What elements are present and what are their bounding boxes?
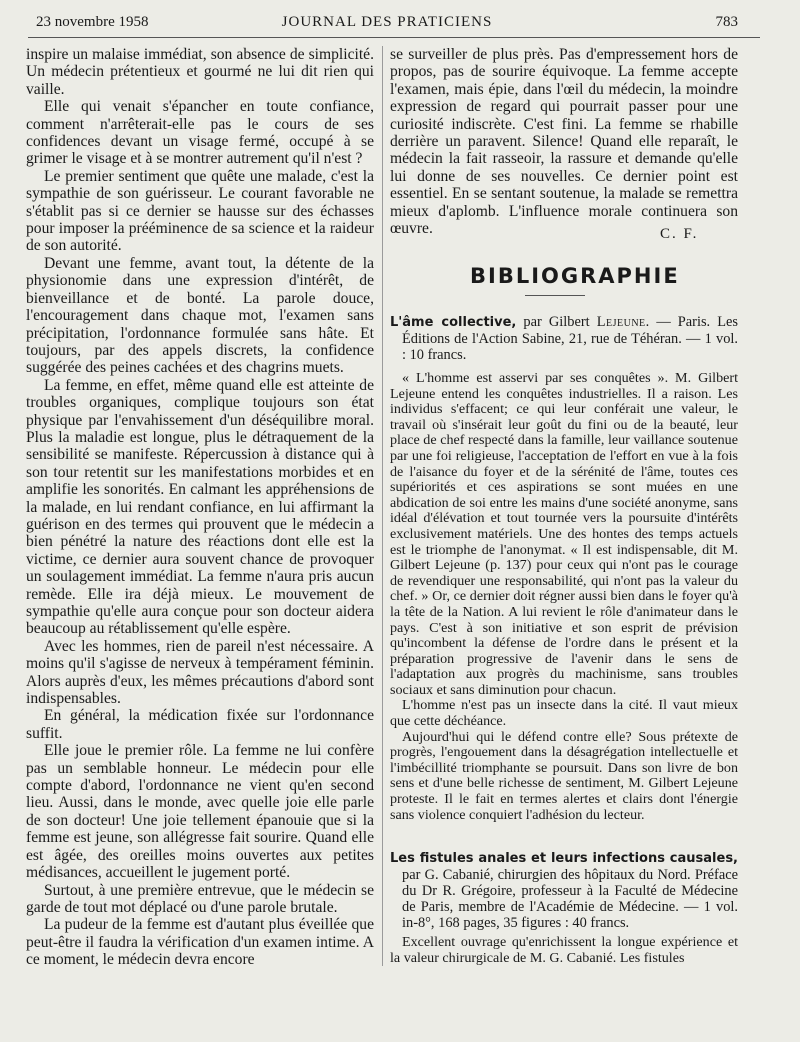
- review-paragraph: « L'homme est asservi par ses conquêtes ». M. Gilbert Lejeune entend les conquêtes industrielles. Il a raison. Les individus s'effacent; ce qui leur conférait une valeur, le travail où s'insérait leur goût du fini ou de la beauté, leur place de chef respecté dans la famille, leur vaillance soutenue par une foi religieuse, l'acceptation de l'effort en vue à la fois de l'aisance du foyer et de la sérénité de l'âme, toutes ces supériorités et ces aspirations se sont muées en une abdication de soi entre les mains d'une société anonyme, sans idéal d'élévation et tout tournée vers la poursuite d'intérêts exclusivement matériels. Une des hontes des temps actuels est le triomphe de l'anonymat. « Il est indispensable, dit M. Gilbert Lejeune (p. 137) pour ceux qui n'ont pas le courage de revendiquer une responsabilité, qui n'ont pas la valeur du chef. » Or, ce dernier doit régner aussi bien dans le foyer qu'à la tête de la Nation. A lui revient le rôle d'animateur dans le pays. C'est à son initiative et son esprit de prévision qu'incombent la défense de l'ordre dans le présent et la préparation progressive de l'avenir dans le sens de l'adaptation aux progrès du machinisme, sans troubles sociaux et sans diminution pour chacun.: [390, 370, 738, 698]
- page-number: 783: [715, 14, 738, 30]
- issue-date: 23 novembre 1958: [36, 14, 149, 30]
- author-signature: C. F.: [660, 226, 699, 242]
- entry-citation: [390, 850, 738, 931]
- journal-title: JOURNAL DES PRATICIENS: [281, 14, 493, 30]
- paragraph: Le premier sentiment que quête une malade, c'est la sympathie de son guérisseur. Le courant favorable ne s'établit pas si ce dernier se hausse sur des échasses pour imposer la prééminence de sa science et la raideur de son autorité.: [26, 167, 374, 255]
- paragraph: Surtout, à une première entrevue, que le médecin se garde de tout mot déplacé ou d'une parole brutale.: [26, 881, 374, 916]
- entry-citation: [390, 314, 738, 363]
- book-title: Les fistules anales et leurs infections causales,: [390, 851, 738, 866]
- review-paragraph: Aujourd'hui qui le défend contre elle? Sous prétexte de progrès, l'engouement dans la désagrégation intellectuelle et l'imbécillité triomphante se poursuit. Dans son livre de bon sens et d'une belle richesse de sentiment, M. Gilbert Lejeune proteste. Il le fait en termes alertes et clairs dont l'énergie sans violence conquiert l'adhésion du lecteur.: [390, 728, 738, 823]
- bibliography-entry-1: [390, 314, 738, 823]
- paragraph: Avec les hommes, rien de pareil n'est nécessaire. A moins qu'il s'agisse de nerveux à tempérament féminin. Alors auprès d'eux, les mêmes précautions d'abord sont indispensables.: [26, 637, 374, 708]
- paragraph: Elle joue le premier rôle. La femme ne lui confère pas un semblable honneur. Le médecin pour elle compte d'abord, l'ordonnance ne vient qu'en second lieu. Aussi, dans le monde, avec quelle joie elle parle de son docteur! Une joie tellement épanouie que si la femme est jeune, son allégresse fait sourire. Quand elle est âgée, des oreilles moins ouvertes aux petites médisances, accueillent le jugement porté.: [26, 742, 374, 882]
- paragraph: se surveiller de plus près. Pas d'empressement hors de propos, pas de sourire équivoque. La femme accepte l'examen, mais épie, dans l'œil du médecin, la moindre expression de regard qui pourrait passer pour une curiosité indiscrète. C'est fini. La femme se rhabille derrière un paravent. Silence! Quand elle reparaît, le médecin la fait rasseoir, la rassure et demande qu'elle lui donne de ses nouvelles. Ce dernier point est essentiel. En se sentant soutenue, la malade se remettra mieux d'aplomb. L'influence morale continuera son œuvre.: [390, 46, 738, 238]
- header-rule: [28, 37, 760, 38]
- citation-by: par Gilbert: [516, 314, 597, 330]
- paragraph: inspire un malaise immédiat, son absence de simplicité. Un médecin prétentieux et gourmé ne lui dit rien qui vaille.: [26, 46, 374, 98]
- column-divider: [382, 46, 383, 966]
- paragraph: La femme, en effet, même quand elle est atteinte de troubles organiques, complique toujours son état physique par l'envahissement d'un déséquilibre moral. Plus la maladie est longue, plus le détraquement de la sensibilité se manifeste. Répercussion à distance qui à son tour retentit sur les manifestations morbides et en amplifie les sonorités. En calmant les appréhensions de la malade, en lui rendant confiance, en lui affirmant la guérison en des termes qui prouvent que le médecin a bien pénétré la nature des réactions dont elle est la victime, ce dernier aura souvent chance de provoquer un soulagement immédiat. La femme n'aura pris aucun remède. Elle ira déjà mieux. Le mouvement de sympathie qu'elle aura conçue pour son docteur aidera beaucoup au rétablissement qu'elle espère.: [26, 376, 374, 638]
- bibliography-entry-2: [390, 850, 738, 966]
- right-column-article-end: [390, 46, 738, 237]
- paragraph: Elle qui venait s'épancher en toute confiance, comment n'arrêterait-elle pas le cours de ses confidences devant un visage fermé, occupé à se grimer le visage et à se montrer autrement qu'il n'est ?: [26, 98, 374, 168]
- paragraph: La pudeur de la femme est d'autant plus éveillée que peut-être il faudra la vérification d'un examen intime. A ce moment, le médecin devra encore: [26, 916, 374, 969]
- review-paragraph: L'homme n'est pas un insecte dans la cité. Il vaut mieux que cette déchéance.: [390, 697, 738, 730]
- book-title: L'âme collective,: [390, 315, 517, 330]
- running-header: [36, 14, 738, 36]
- review-paragraph: Excellent ouvrage qu'enrichissent la longue expérience et la valeur chirurgicale de M. G. Cabanié. Les fistules: [390, 934, 738, 966]
- citation-details: par G. Cabanié, chirurgien des hôpitaux du Nord. Préface du Dr R. Grégoire, professeur à la Faculté de Médecine de Paris, membre de l'Académie de Médecine. — 1 vol. in-8°, 168 pages, 35 figures : 40 francs.: [402, 867, 738, 931]
- left-column: [26, 46, 374, 969]
- citation-details: . — Paris. Les Éditions de l'Action Sabine, 21, rue de Téhéran. — 1 vol. : 10 francs.: [402, 314, 738, 363]
- paragraph: En général, la médication fixée sur l'ordonnance suffit.: [26, 707, 374, 742]
- heading-rule: [525, 295, 585, 296]
- author-name: Lejeune: [596, 314, 646, 330]
- paragraph: Devant une femme, avant tout, la détente de la physionomie dans une expression d'intérêt, de bienveillance et de bonté. La parole douce, l'encouragement dans chaque mot, l'examen sans précipitation, l'ordonnance formulée sans hâte. Et toujours, par des appels discrets, la confidence suggérée des peines cachées et des chagrins muets.: [26, 254, 374, 377]
- section-heading: BIBLIOGRAPHIE: [470, 264, 680, 288]
